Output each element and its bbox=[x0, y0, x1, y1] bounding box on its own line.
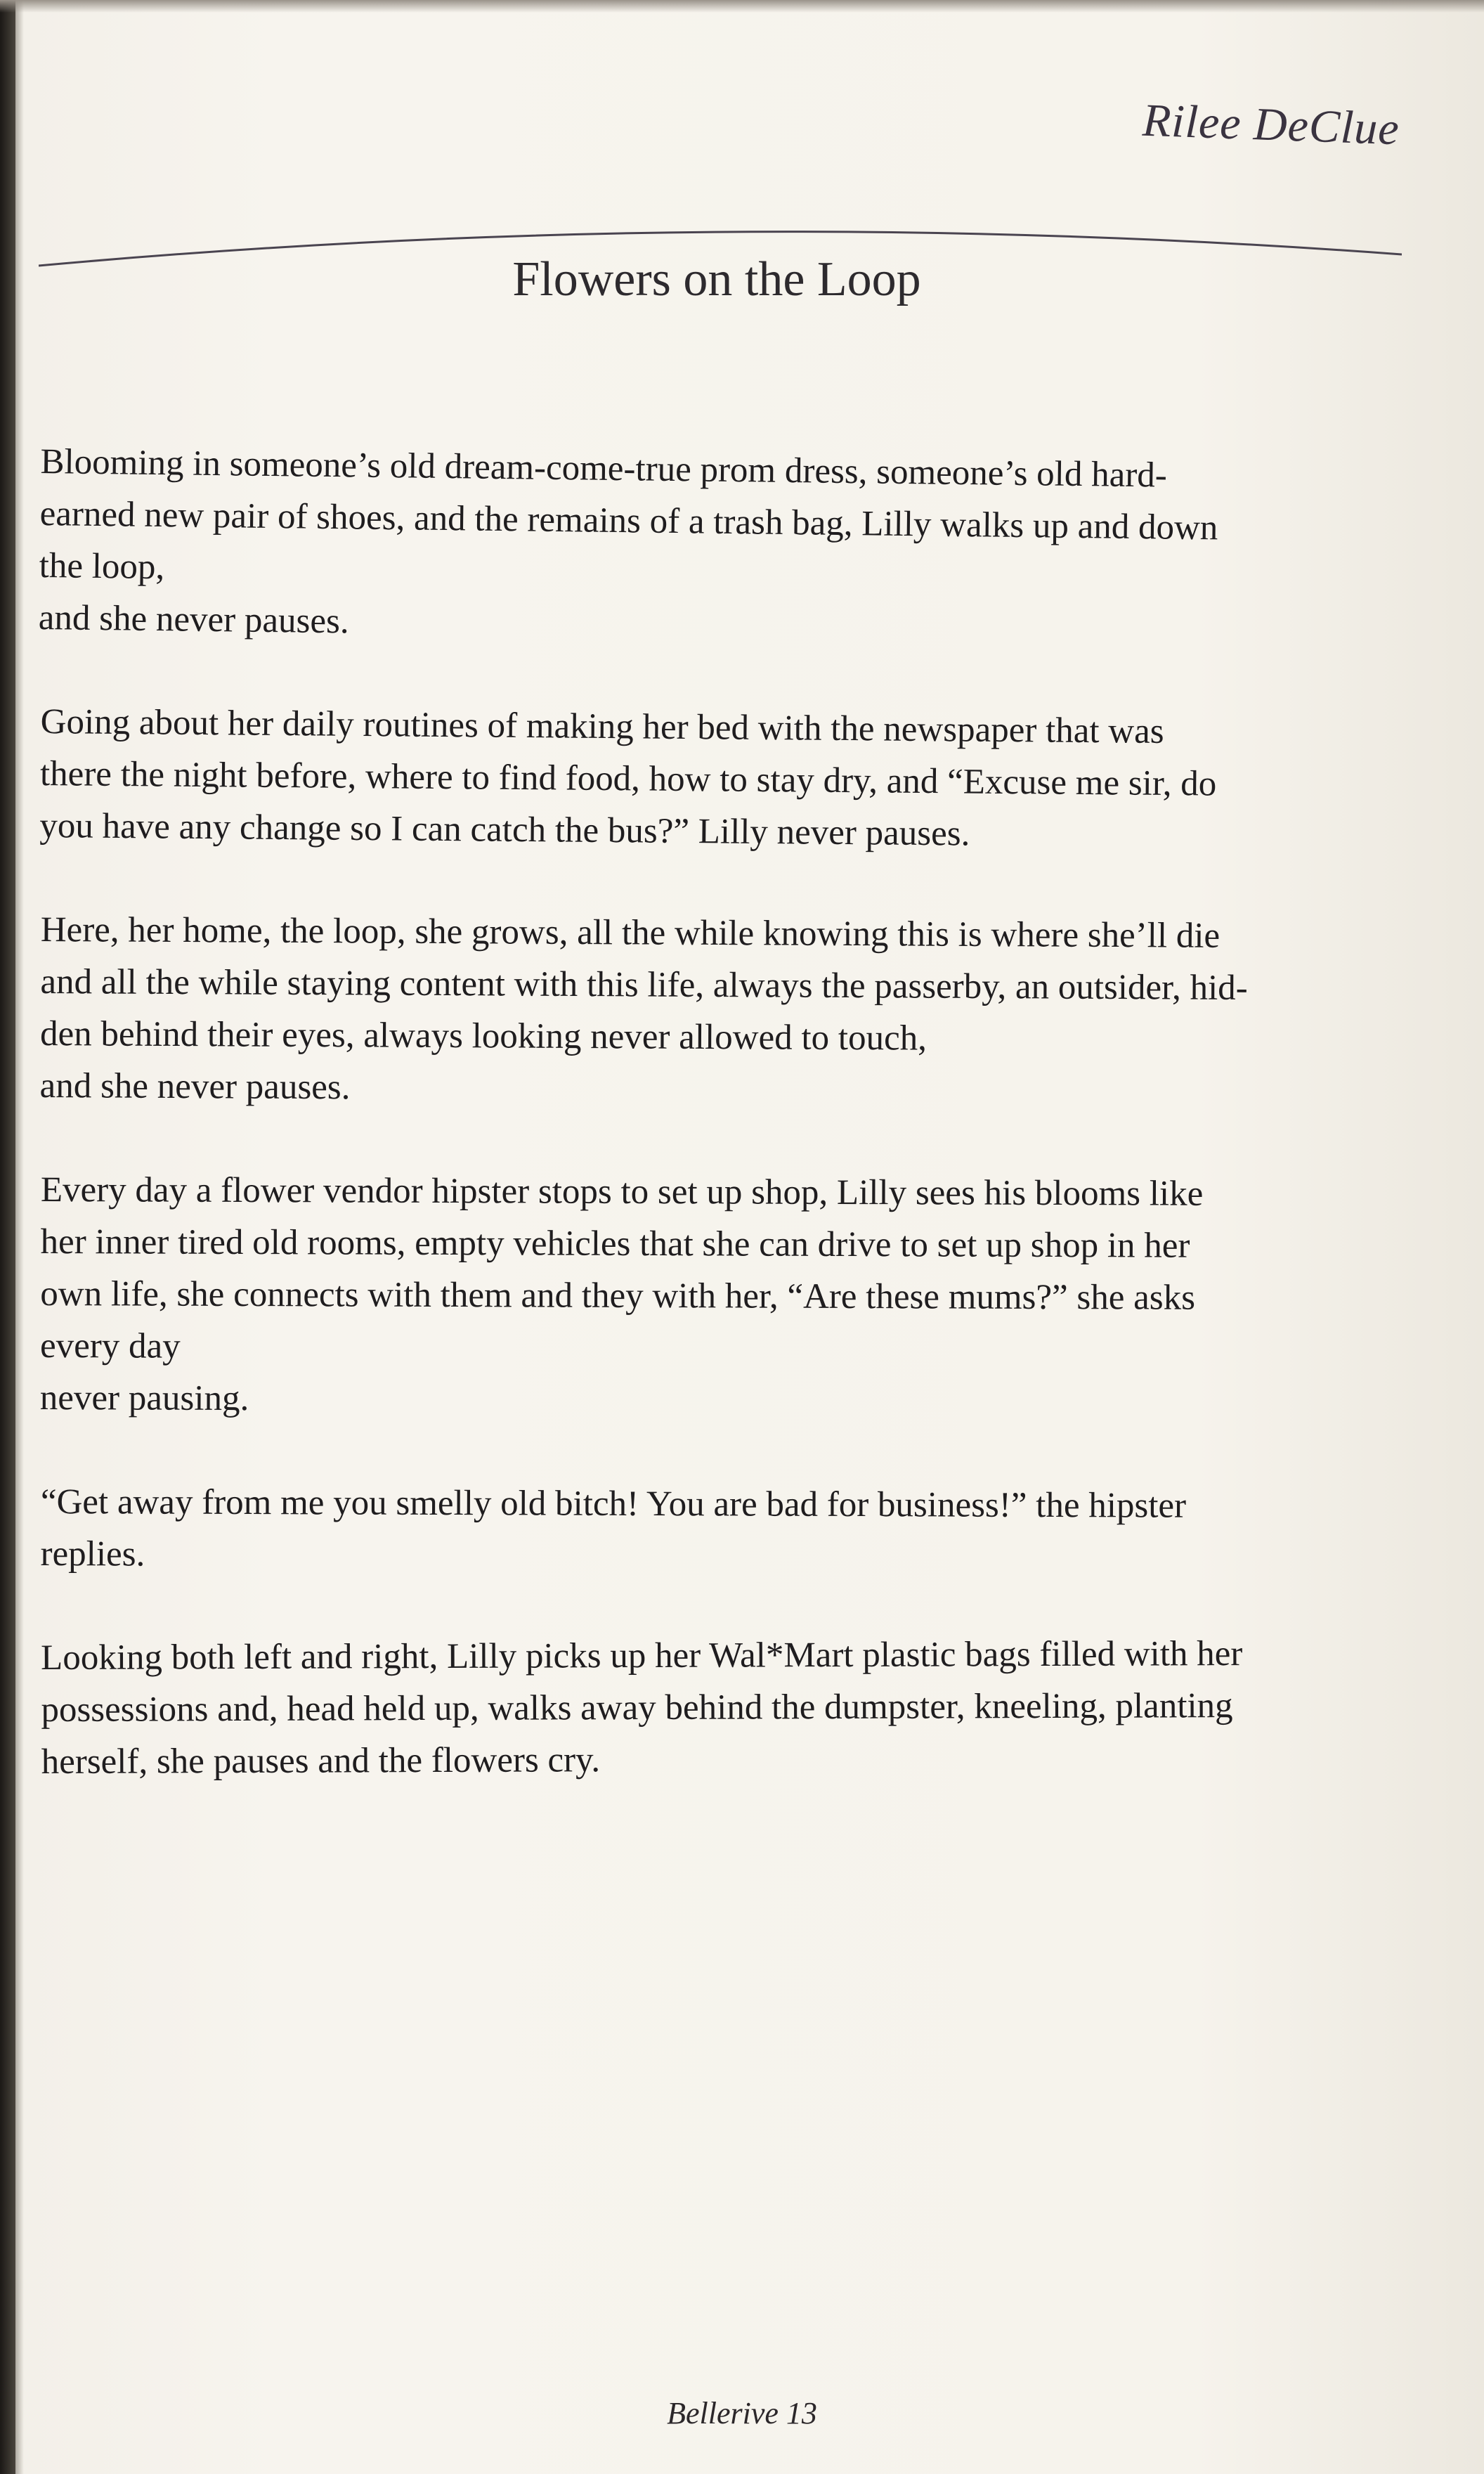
author-name: Rilee DeClue bbox=[1142, 94, 1401, 155]
page-top-edge bbox=[0, 0, 1484, 13]
poem-paragraph-3: Here, her home, the loop, she grows, all the while knowing this is where she’ll die and all the while staying content with this life, always the passerby, an outsider, hid- den behind their eyes, always looking never allowed to touch, and she never pauses. bbox=[39, 909, 1248, 1108]
page-footer: Bellerive 13 bbox=[667, 2396, 817, 2430]
poem-body bbox=[38, 436, 1418, 1840]
poem-paragraph-4: Every day a flower vendor hipster stops to set up shop, Lilly sees his blooms like her inner tired old rooms, empty vehicles that she can drive to set up shop in her own life, she connects with them and they with her, “Are these mums?” she asks every day never pausing. bbox=[39, 1170, 1204, 1419]
poem-paragraph-5: “Get away from me you smelly old bitch! You are bad for business!” the hipster replies. bbox=[40, 1482, 1187, 1574]
poem-paragraph-1: Blooming in someone’s old dream-come-true prom dress, someone’s old hard- earned new pair of shoes, and the remains of a trash bag, Lilly walks up and down the loop, and she never pauses. bbox=[38, 441, 1218, 642]
page-spine-shadow bbox=[0, 0, 15, 2474]
poem-title: Flowers on the Loop bbox=[512, 252, 921, 306]
poem-paragraph-2: Going about her daily routines of making her bed with the newspaper that was there the night before, where to find food, how to stay dry, and “Excuse me sir, do you have any change so I can catch the bus?” Lilly never pauses. bbox=[39, 701, 1217, 854]
poem-paragraph-6: Looking both left and right, Lilly picks up her Wal*Mart plastic bags filled with her possessions and, head held up, walks away behind the dumpster, kneeling, planting herself, she pauses and the flowers cry. bbox=[41, 1634, 1243, 1782]
